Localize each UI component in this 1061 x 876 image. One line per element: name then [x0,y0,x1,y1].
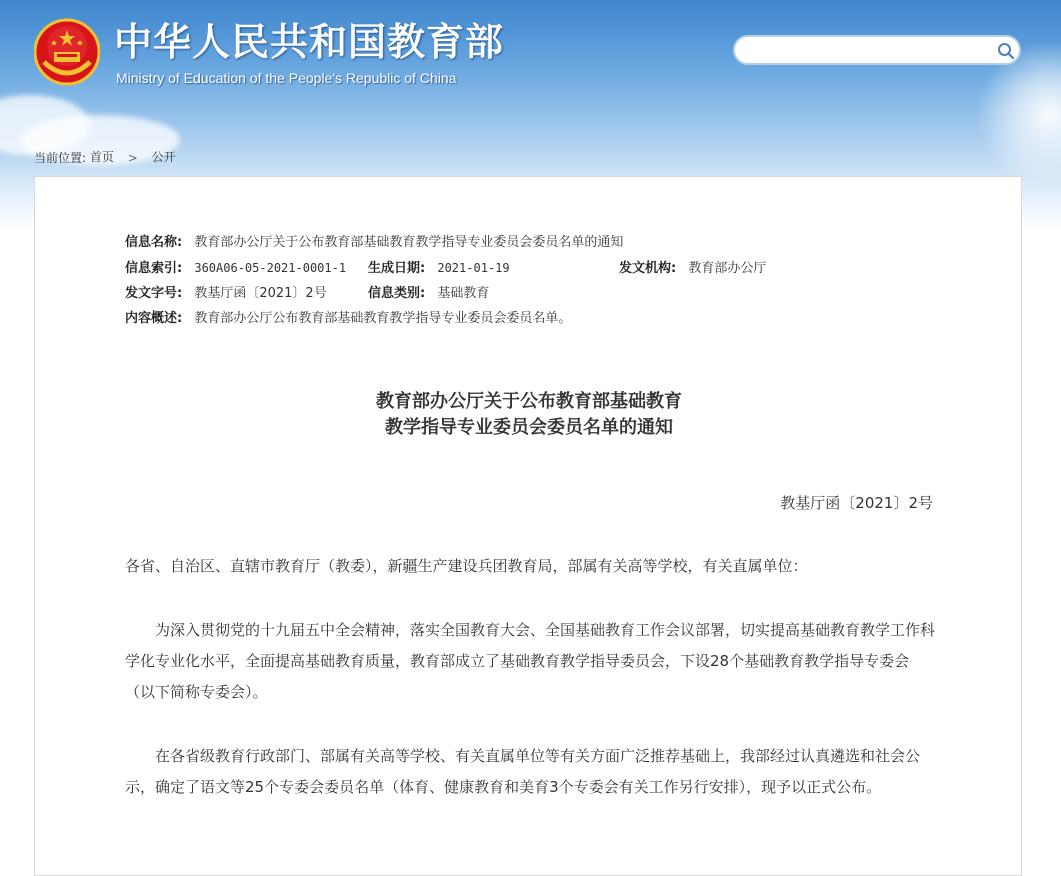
search-icon[interactable] [997,42,1015,60]
breadcrumb-label: 当前位置: [34,151,87,165]
meta-category-value: 基础教育 [437,286,490,301]
meta-row-summary [125,307,571,326]
article-doc-number: 教基厅函〔2021〕2号 [780,494,933,512]
meta-row-name [125,231,623,250]
meta-row-index [125,257,346,276]
meta-date-label: 生成日期: [368,261,426,276]
meta-docno-label: 发文字号: [125,286,183,301]
breadcrumb [34,148,176,166]
article-title-line1: 教育部办公厅关于公布教育部基础教育 [376,391,682,412]
national-emblem-icon [34,18,100,86]
breadcrumb-separator: > [127,150,138,165]
meta-row-category [368,282,489,301]
article-paragraph-1: 为深入贯彻党的十九届五中全会精神，落实全国教育大会、全国基础教育工作会议部署，切实提高基础教育教学工作科学化专业化水平，全面提高基础教育质量，教育部成立了基础教育教学指导委员会，下设28个基础教育教学指导专委会（以下简称专委会）。 [125,621,936,701]
meta-category-label: 信息类别: [368,286,426,301]
meta-issuer-value: 教育部办公厅 [688,261,767,276]
meta-summary-label: 内容概述: [125,311,183,326]
meta-date-value: 2021-01-19 [437,261,510,275]
article-paragraph-2: 在各省级教育行政部门、部属有关高等学校、有关直属单位等有关方面广泛推荐基础上，我部经过认真遴选和社会公示，确定了语文等25个专委会委员名单（体育、健康教育和美育3个专委会有关工作另行安排），现予以正式公布。 [125,747,921,796]
meta-docno-value: 教基厅函〔2021〕2号 [194,286,327,301]
meta-summary-value: 教育部办公厅公布教育部基础教育教学指导专业委员会委员名单。 [194,311,572,326]
meta-issuer-label: 发文机构: [619,261,677,276]
article-salutation: 各省、自治区、直辖市教育厅（教委），新疆生产建设兵团教育局，部属有关高等学校，有关直属单位： [125,557,808,575]
meta-row-date [368,257,510,276]
site-title: 中华人民共和国教育部 [114,20,505,64]
search-box[interactable] [733,35,1021,65]
meta-row-docno [125,282,327,301]
search-input[interactable] [747,41,991,61]
content-panel [34,176,1022,876]
breadcrumb-home-link[interactable]: 首页 [89,150,114,164]
meta-name-value: 教育部办公厅关于公布教育部基础教育教学指导专业委员会委员名单的通知 [194,235,624,250]
site-subtitle: Ministry of Education of the People's Republic of China [116,70,457,86]
meta-index-value: 360A06-05-2021-0001-1 [194,261,347,275]
article-title-line2: 教学指导专业委员会委员名单的通知 [385,417,673,438]
breadcrumb-current-link[interactable]: 公开 [151,150,176,164]
meta-index-label: 信息索引: [125,261,183,276]
meta-name-label: 信息名称: [125,235,183,250]
meta-row-issuer [619,257,766,276]
